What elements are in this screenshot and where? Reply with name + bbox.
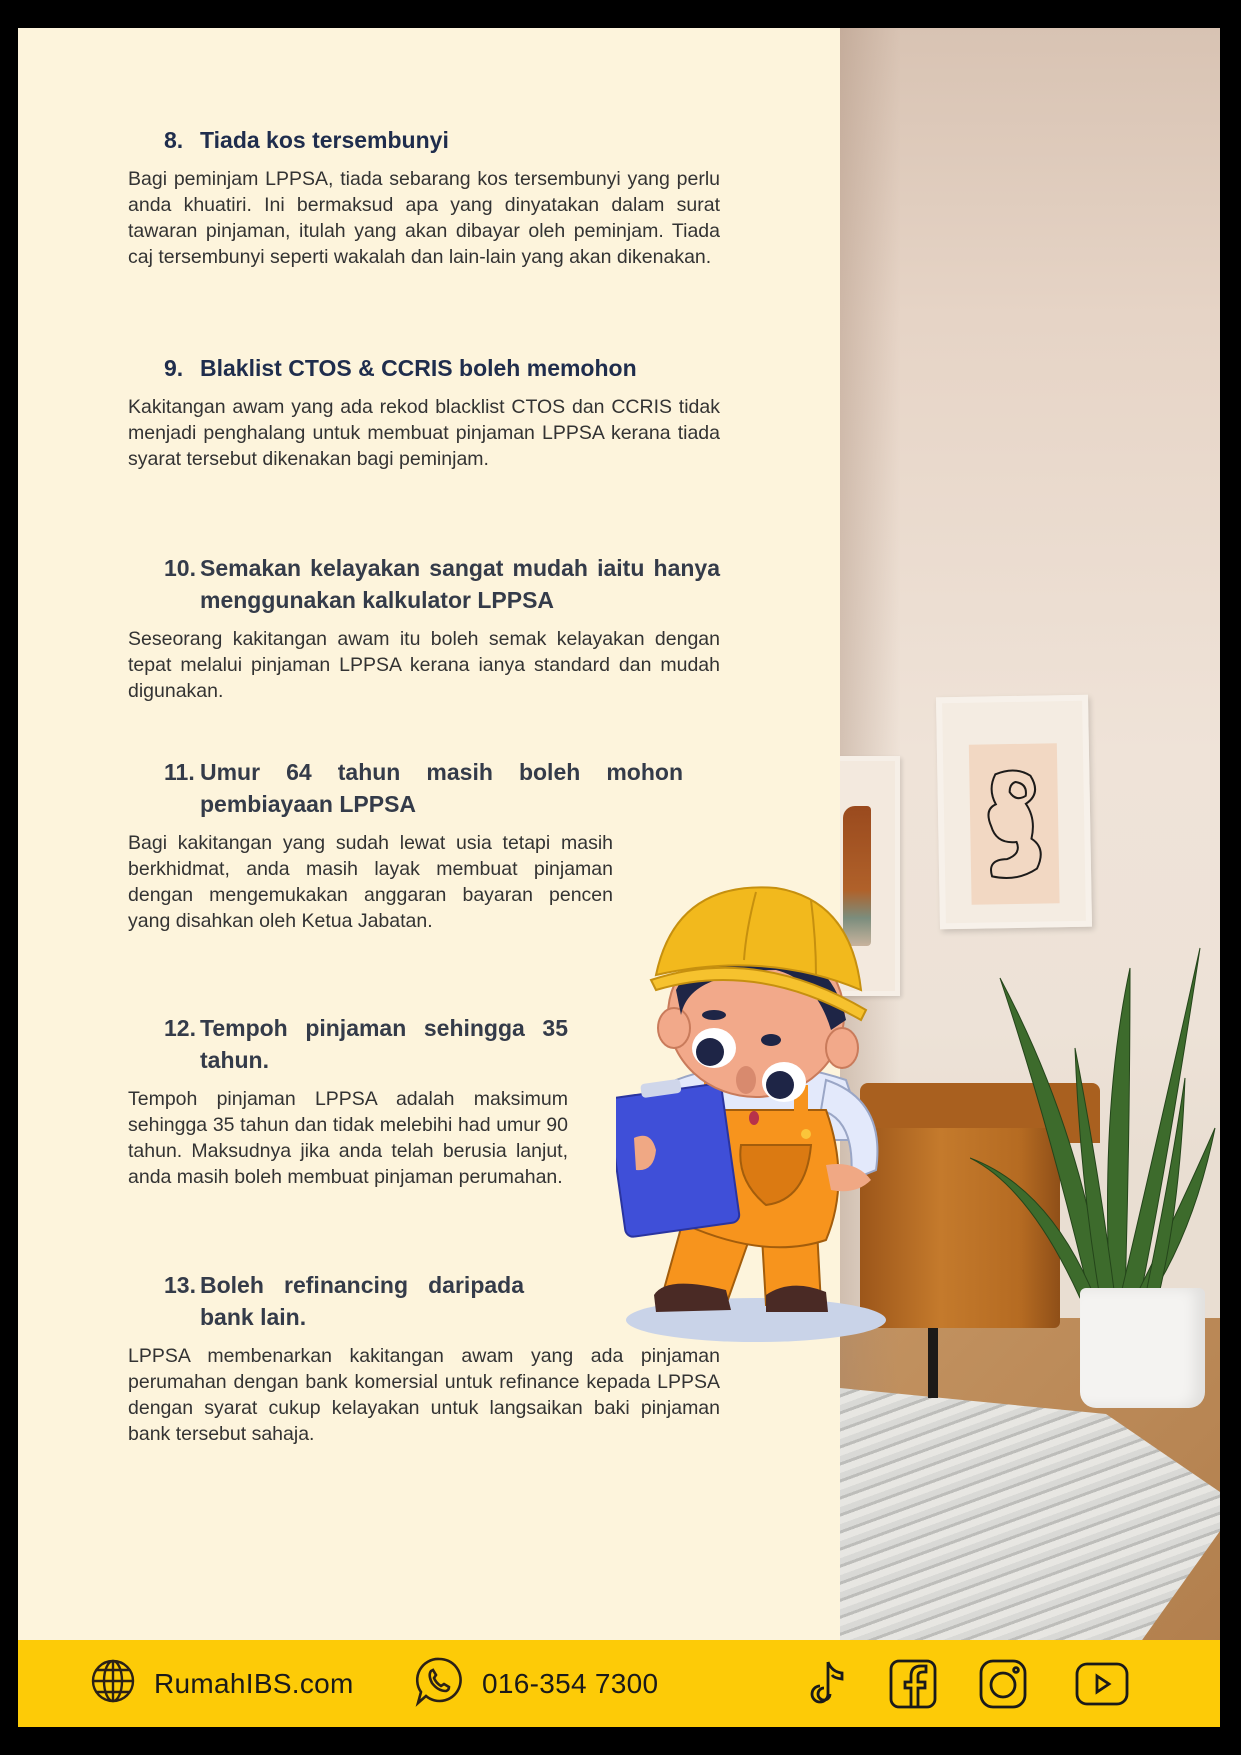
website-label: RumahIBS.com <box>154 1667 354 1699</box>
section-title: Semakan kelayakan sangat mudah iaitu hanya menggunakan kalkulator LPPSA <box>200 555 720 613</box>
phone-link[interactable] <box>414 1655 658 1712</box>
globe-icon <box>90 1658 136 1709</box>
section-title: Tempoh pinjaman sehingga 35 tahun. <box>200 1015 568 1073</box>
wall-art-frame-right <box>936 695 1092 930</box>
section-title: Blaklist CTOS & CCRIS boleh memohon <box>200 355 637 381</box>
section-heading <box>128 352 720 384</box>
section-body: Bagi kakitangan yang sudah lewat usia tetapi masih berkhidmat, anda masih layak membuat pinjaman dengan mengemukakan anggaran bayaran pencen yang disahkan oleh Ketua Jabatan. <box>128 832 613 932</box>
facebook-icon[interactable] <box>888 1658 938 1710</box>
instagram-icon[interactable] <box>978 1658 1028 1710</box>
phone-number: 016-354 7300 <box>482 1667 659 1699</box>
section-number: 9. <box>164 355 184 381</box>
construction-worker-illustration <box>616 880 956 1360</box>
section-11 <box>128 756 683 934</box>
section-number: 13. <box>164 1272 196 1298</box>
footer-contact-bar <box>18 1640 1220 1727</box>
section-heading <box>128 124 720 156</box>
youtube-icon[interactable] <box>1074 1661 1130 1707</box>
section-heading <box>128 552 720 616</box>
section-number: 8. <box>164 127 184 153</box>
flyer-page <box>18 28 1220 1727</box>
section-body: Seseorang kakitangan awam itu boleh semak kelayakan dengan tepat melalui pinjaman LPPSA kerana ianya standard dan mudah digunakan. <box>128 628 720 702</box>
section-title: Tiada kos tersembunyi <box>200 127 449 153</box>
section-body: Tempoh pinjaman LPPSA adalah maksimum sehingga 35 tahun dan tidak melebihi had umur 90 tahun. Maksudnya jika anda telah berusia lanjut, anda masih boleh membuat pinjaman perumahan. <box>128 1088 568 1188</box>
section-body: Kakitangan awam yang ada rekod blacklist CTOS dan CCRIS tidak menjadi penghalang untuk membuat pinjaman LPPSA kerana tiada syarat tersebut dikenakan bagi peminjam. <box>128 396 720 470</box>
section-12 <box>128 1012 568 1190</box>
section-body: LPPSA membenarkan kakitangan awam yang ada pinjaman perumahan dengan bank komersial untuk refinance kepada LPPSA dengan syarat cukup kelayakan untuk langsaikan baki pinjaman bank tersebut sahaja. <box>128 1345 720 1445</box>
website-link[interactable] <box>90 1658 354 1709</box>
section-number: 12. <box>164 1015 196 1041</box>
section-title: Boleh refinancing daripada bank lain. <box>200 1272 524 1330</box>
tiktok-icon[interactable] <box>806 1658 850 1710</box>
section-10 <box>128 552 720 704</box>
section-8 <box>128 124 720 270</box>
section-heading <box>128 1012 568 1076</box>
section-number: 10. <box>164 555 196 581</box>
whatsapp-icon <box>414 1655 464 1712</box>
section-heading <box>128 1269 524 1333</box>
section-body: Bagi peminjam LPPSA, tiada sebarang kos tersembunyi yang perlu anda khuatiri. Ini bermaksud apa yang dinyatakan dalam surat tawaran pinjaman, itulah yang akan dibayar oleh peminjam. Tiada caj tersembunyi seperti wakalah dan lain-lain yang akan dikenakan. <box>128 168 720 268</box>
section-9 <box>128 352 720 472</box>
section-number: 11. <box>164 759 195 785</box>
section-heading <box>128 756 683 820</box>
plant-pot <box>1080 1288 1205 1408</box>
line-art-icon <box>975 763 1053 894</box>
section-title: Umur 64 tahun masih boleh mohon pembiayaan LPPSA <box>200 759 683 817</box>
living-room-photo <box>840 28 1220 1640</box>
